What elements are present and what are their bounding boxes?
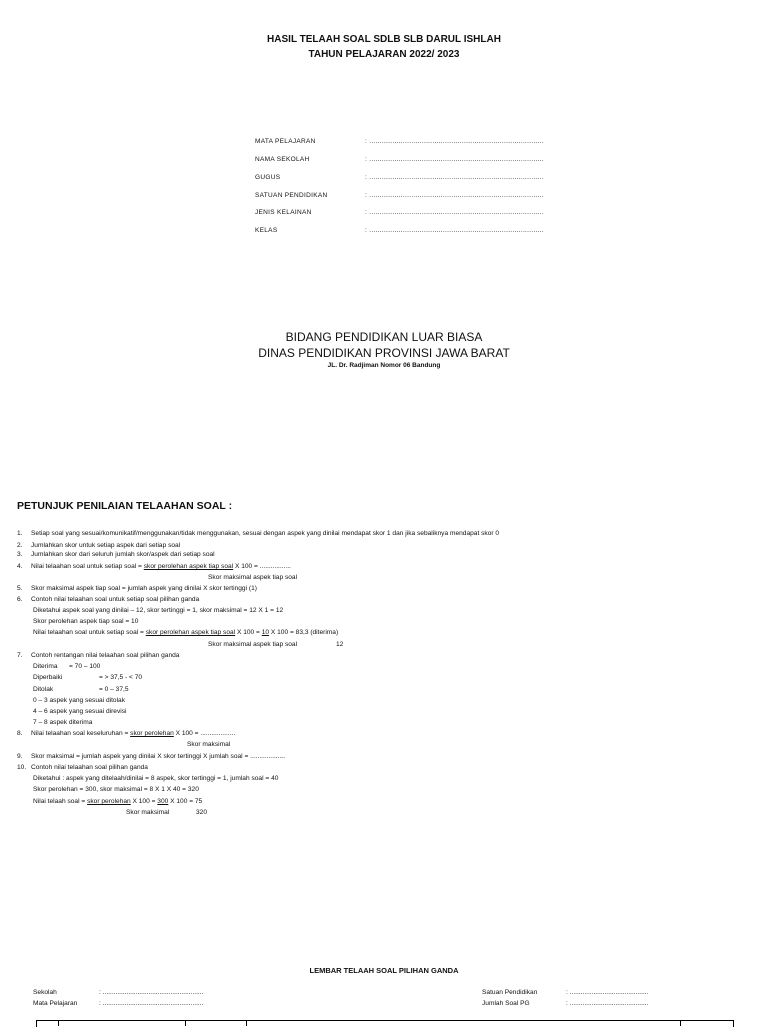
- form-blank: : ...................................................................................: [365, 174, 545, 181]
- form-label: JENIS KELAINAN: [255, 209, 312, 216]
- institution-address: JL. Dr. Radjiman Nomor 06 Bandung: [327, 362, 441, 369]
- table-column-divider: [58, 1020, 59, 1026]
- range-ditolak: Ditolak = 0 – 37,5: [33, 686, 129, 693]
- document-title: HASIL TELAAH SOAL SDLB SLB DARUL ISHLAH: [267, 34, 501, 45]
- instruction-item-5: 5. Skor maksimal aspek tiap soal = jumlah aspek yang dinilai X skor tertinggi (1): [17, 585, 257, 592]
- instruction-item-6-a: Diketahui aspek soal yang dinilai – 12, skor tertinggi = 1, skor maksimal = 12 X 1 = 12: [33, 607, 284, 614]
- form-row-gugus: [255, 174, 544, 181]
- table-column-divider: [246, 1020, 247, 1026]
- institution-line-1: BIDANG PENDIDIKAN LUAR BIASA: [285, 330, 483, 344]
- form-row-nama-sekolah: [255, 156, 544, 163]
- instruction-item-6-denominator-value: 12: [336, 641, 344, 648]
- instruction-item-10-c: Nilai telaah soal = skor perolehan X 100 = 300 X 100 = 75: [33, 798, 203, 805]
- range-note-direvisi: 4 – 6 aspek yang sesuai direvisi: [33, 708, 127, 715]
- instruction-item-10-a: Diketahui : aspek yang ditelaah/dinilai = 8 aspek, skor tertinggi = 1, jumlah soal = 40: [33, 775, 279, 782]
- institution-line-2: DINAS PENDIDIKAN PROVINSI JAWA BARAT: [258, 346, 510, 360]
- instruction-item-6: 6. Contoh nilai telaahan soal untuk setiap soal pilihan ganda: [17, 596, 200, 603]
- form-row-mata-pelajaran: [255, 138, 544, 145]
- form-row-kelas: [255, 227, 544, 234]
- form-blank: : ...................................................................................: [365, 192, 545, 199]
- instruction-item-8: 8. Nilai telaahan soal keseluruhan = skor perolehan X 100 = ...................: [17, 730, 236, 737]
- form-blank: : ...................................................................................: [365, 138, 545, 145]
- form-row-satuan-pendidikan: [255, 192, 544, 199]
- instruction-item-6-c: Nilai telaahan soal untuk setiap soal = skor perolehan aspek tiap soal X 100 = 10 X 100 = 83,3 (diterima): [33, 629, 339, 636]
- field-sekolah: Sekolah : .......................................................: [33, 989, 204, 996]
- instruction-item-7: 7. Contoh rentangan nilai telaahan soal pilihan ganda: [17, 652, 180, 659]
- instruction-item-4: 4. Nilai telaahan soal untuk setiap soal = skor perolehan aspek tiap soal X 100 = .................: [17, 563, 291, 570]
- table-column-divider: [680, 1020, 681, 1026]
- range-diterima: Diterima = 70 – 100: [33, 663, 101, 670]
- field-satuan-pendidikan: Satuan Pendidikan : ...........................................: [482, 989, 649, 996]
- instruction-item-8-denominator: Skor maksimal: [187, 741, 231, 748]
- form-blank: : ...................................................................................: [365, 209, 545, 216]
- form-blank: : ...................................................................................: [365, 227, 545, 234]
- instruction-item-6-denominator: Skor maksimal aspek tiap soal: [208, 641, 298, 648]
- instructions-title: PETUNJUK PENILAIAN TELAAHAN SOAL :: [17, 500, 233, 512]
- range-note-ditolak: 0 – 3 aspek yang sesuai ditolak: [33, 697, 126, 704]
- lembar-title: LEMBAR TELAAH SOAL PILIHAN GANDA: [309, 966, 459, 975]
- instruction-item-10-denominator-value: 320: [196, 809, 208, 816]
- field-mata-pelajaran: Mata Pelajaran : .......................................................: [33, 1000, 204, 1007]
- form-row-jenis-kelainan: [255, 209, 544, 216]
- form-label: MATA PELAJARAN: [255, 138, 316, 145]
- instruction-item-9: 9. Skor maksimal = jumlah aspek yang dinilai X skor tertinggi X jumlah soal = ...................: [17, 753, 285, 760]
- form-label: KELAS: [255, 227, 278, 234]
- form-label: NAMA SEKOLAH: [255, 156, 310, 163]
- form-label: SATUAN PENDIDIKAN: [255, 192, 328, 199]
- instruction-item-2: 2. Jumlahkan skor untuk setiap aspek dari setiap soal: [17, 542, 181, 549]
- form-label: GUGUS: [255, 174, 281, 181]
- instruction-item-3: 3. Jumlahkan skor dari seluruh jumlah skor/aspek dari setiap soal: [17, 551, 215, 558]
- range-note-diterima: 7 – 8 aspek diterima: [33, 719, 93, 726]
- instruction-item-10-denominator: Skor maksimal: [126, 809, 170, 816]
- table-column-divider: [185, 1020, 186, 1026]
- instruction-item-6-b: Skor perolehan aspek tiap soal = 10: [33, 618, 139, 625]
- instruction-item-10-b: Skor perolehan = 300, skor maksimal = 8 X 1 X 40 = 320: [33, 786, 199, 793]
- range-diperbaiki: Diperbaiki = > 37,5 - < 70: [33, 674, 143, 681]
- field-jumlah-soal-pg: Jumlah Soal PG : ...........................................: [482, 1000, 649, 1007]
- document-subtitle: TAHUN PELAJARAN 2022/ 2023: [308, 49, 460, 60]
- instruction-item-4-denominator: Skor maksimal aspek tiap soal: [208, 574, 298, 581]
- instruction-item-10: 10. Contoh nilai telaahan soal pilihan ganda: [17, 764, 148, 771]
- instruction-item-1: 1. Setiap soal yang sesuai/komunikatif/menggunakan/tidak menggunakan, sesuai dengan aspek yang dinilai mendapat skor 1 dan jika sebaliknya mendapat skor 0: [17, 530, 500, 537]
- form-blank: : ...................................................................................: [365, 156, 545, 163]
